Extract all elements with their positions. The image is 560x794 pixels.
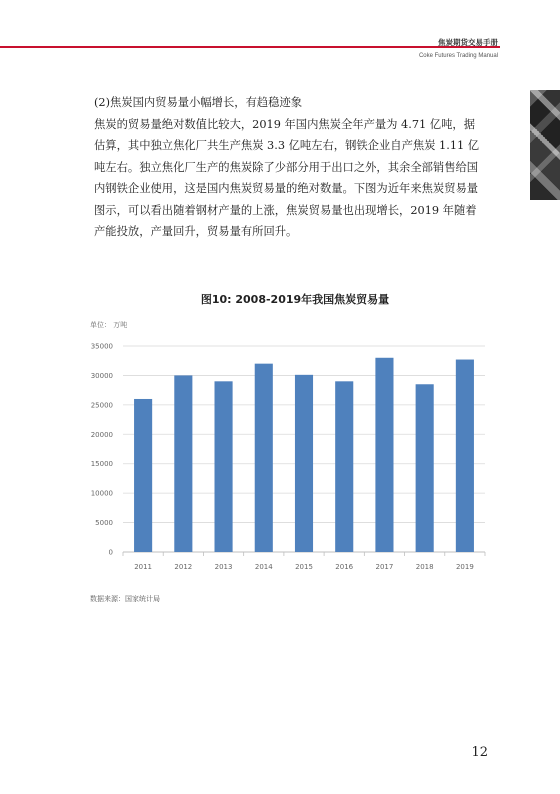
header-title: 焦炭期货交易手册	[438, 38, 498, 47]
y-tick-label: 35000	[90, 342, 113, 351]
x-tick-label: 2019	[455, 563, 474, 571]
unit-label: 单位： 万吨	[90, 321, 128, 329]
body-text	[94, 92, 486, 243]
y-tick-label: 25000	[90, 401, 113, 410]
x-tick-label: 2013	[214, 563, 233, 571]
body-paragraph: 焦炭的贸易量绝对数值比较大，2019 年国内焦炭全年产量为 4.71 亿吨，据估算，其中独立焦化厂共生产焦炭 3.3 亿吨左右，钢铁企业自产焦炭 1.11 亿吨左右。独立焦化厂生产的焦炭除了少部分用于出口之外，其余全部销售给国内钢铁企业使用，这是国内焦炭贸易量的绝对数量。下图为近年来焦炭贸易量图示，可以看出随着钢材产量的上涨，焦炭贸易量也出现增长，2019 年随着产能投放，产量回升，贸易量有所回升。	[94, 117, 480, 238]
y-tick-label: 0	[108, 548, 113, 557]
bar	[456, 360, 474, 552]
bar	[375, 358, 393, 552]
x-tick-label: 2015	[295, 563, 313, 571]
x-tick-label: 2014	[254, 563, 273, 571]
x-tick-label: 2017	[375, 563, 394, 571]
bar	[416, 384, 434, 552]
header-rule	[0, 46, 500, 48]
bar	[295, 375, 313, 552]
bar	[335, 381, 353, 552]
page-number: 12	[471, 745, 488, 760]
bar	[134, 399, 152, 552]
y-tick-label: 30000	[90, 371, 113, 380]
figure-title: 图10: 2008-2019年我国焦炭贸易量	[200, 293, 390, 306]
y-tick-label: 10000	[90, 489, 113, 498]
bar-chart	[90, 316, 490, 584]
data-source: 数据来源：国家统计局	[90, 595, 160, 603]
y-tick-label: 5000	[95, 519, 113, 528]
x-tick-label: 2012	[174, 563, 193, 571]
x-tick-label: 2018	[415, 563, 434, 571]
chart-svg	[90, 316, 490, 584]
coke-photo-icon	[530, 90, 560, 200]
y-tick-label: 15000	[90, 460, 113, 469]
bar	[255, 364, 273, 552]
bar	[174, 375, 192, 552]
y-tick-label: 20000	[90, 430, 113, 439]
section-heading: (2)焦炭国内贸易量小幅增长，有趋稳迹象	[94, 96, 303, 109]
x-tick-label: 2011	[134, 563, 153, 571]
bar	[215, 381, 233, 552]
x-tick-label: 2016	[335, 563, 354, 571]
header-subtitle: Coke Futures Trading Manual	[418, 53, 498, 59]
